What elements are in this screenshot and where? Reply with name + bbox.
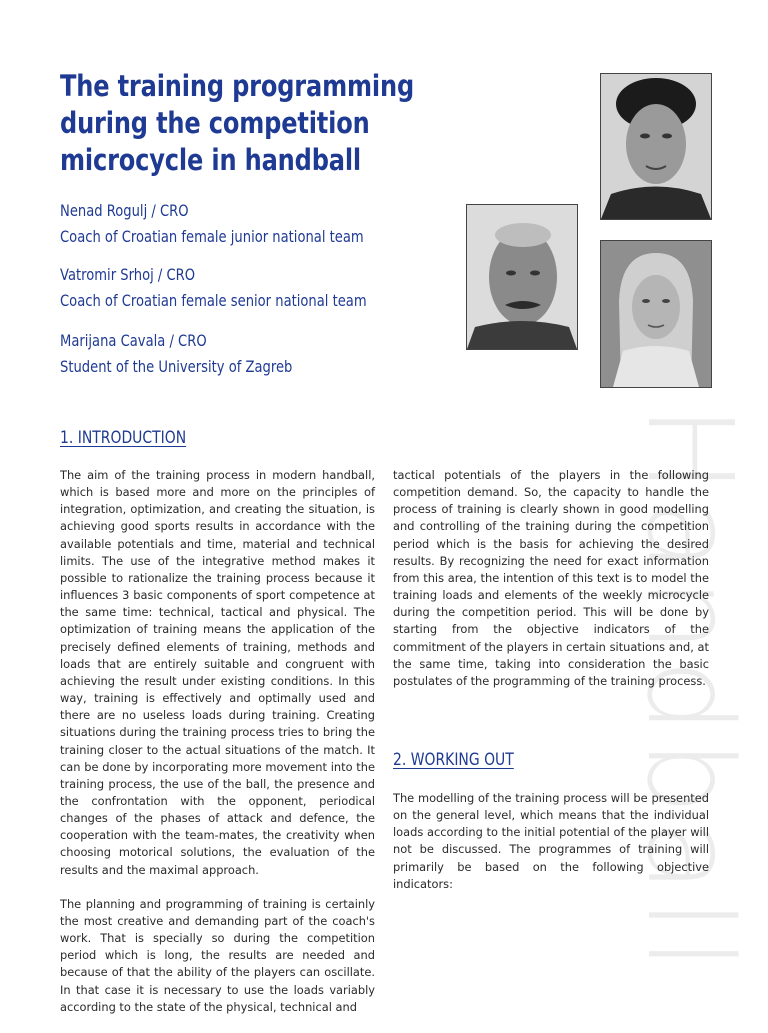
paragraph: The planning and programming of training is certainly the most creative and demanding part of the coach's work. That is specially so during the competition period which is long, the results are needed and because of that the ability of the players can oscillate. In that case it is necessary to use the loads variably according to the state of the physical, technical and	[60, 896, 375, 1014]
right-column-bottom	[393, 790, 709, 910]
left-column	[60, 467, 375, 1033]
author-role: Student of the University of Zagreb	[60, 357, 293, 376]
author-2	[60, 262, 460, 314]
paragraph: The modelling of the training process will be presented on the general level, which means that the individual loads according to the initial potential of the player will not be discussed. The programmes of training will primarily be based on the following objective indicators:	[393, 791, 709, 891]
author-name: Marijana Cavala / CRO	[60, 331, 207, 350]
handball-watermark: Handball	[621, 405, 759, 977]
paragraph: tactical potentials of the players in the following competition demand. So, the capacity to handle the process of training is clearly shown in good modelling and controlling of the training during the competition period which is the basis for achieving the desired results. By recognizing the need for exact information from this area, the intention of this text is to model the training loads and elements of the weekly microcycle during the competition period. This will be done by starting from the objective indicators of the commitment of the players in certain situations and, at the same time, taking into consideration the basic postulates of the programming of the training process.	[393, 468, 709, 688]
author-photo-rogulj	[600, 73, 712, 220]
author-photo-srhoj	[466, 204, 578, 350]
right-column-top	[393, 467, 709, 707]
section-heading-working-out: 2. WORKING OUT	[393, 750, 514, 770]
author-role: Coach of Croatian female senior national team	[60, 291, 367, 310]
author-1	[60, 198, 460, 250]
paragraph: The aim of the training process in modern handball, which is based more and more on the principles of integration, optimization, and creating the situation, is achieving good sports results in accordance with the available potentials and time, material and technical limits. The use of the integrative method makes it possible to rationalize the training process because it influences 3 basic components of sport competence at the same time: technical, tactical and physical. The optimization of training means the application of the precisely defined elements of training, methods and loads that are entirely suitable and congruent with achieving the result under existing conditions. In this way, training is effectively and optimally used and there are no useless loads during training. Creating situations during the training process tries to bring the training closer to the actual situations of the match. It can be done by incorporating more movement into the training process, the use of the ball, the presence and the confrontation with the opponent, periodical changes of the phases of attack and defence, the cooperation with the team-mates, the creativity when choosing motorical solutions, the evaluation of the results and the maximal approach.	[60, 468, 375, 877]
author-role: Coach of Croatian female junior national team	[60, 227, 364, 246]
author-name: Nenad Rogulj / CRO	[60, 201, 189, 220]
author-name: Vatromir Srhoj / CRO	[60, 265, 196, 284]
author-3	[60, 328, 460, 380]
article-title: The training programming during the competition microcycle in handball	[60, 69, 415, 177]
section-heading-introduction: 1. INTRODUCTION	[60, 428, 187, 448]
author-photo-cavala	[600, 240, 712, 388]
